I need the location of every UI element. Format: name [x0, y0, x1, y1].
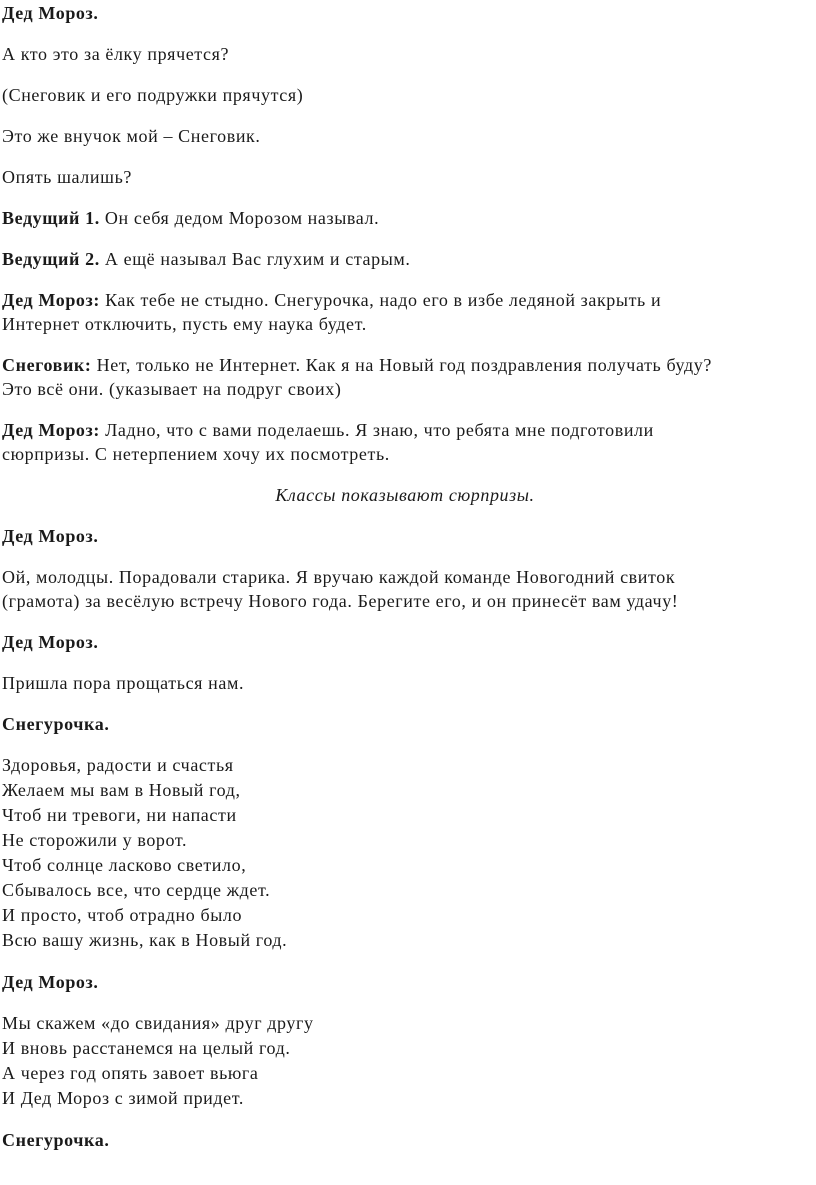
speaker-ded-moroz: Дед Мороз:	[2, 290, 100, 310]
verse-line: Здоровья, радости и счастья	[2, 755, 234, 775]
speaker-snegurochka: Снегурочка.	[2, 1130, 110, 1150]
speaker-snegovik: Снеговик:	[2, 355, 92, 375]
document-page	[2, 0, 808, 1152]
verse-line: А через год опять завоет вьюга	[2, 1063, 259, 1083]
speaker-snegurochka: Снегурочка.	[2, 714, 110, 734]
speaker-ded-moroz: Дед Мороз.	[2, 632, 99, 652]
verse-line: Всю вашу жизнь, как в Новый год.	[2, 930, 288, 950]
replica-line: Опять шалишь?	[2, 167, 132, 187]
speaker-ded-moroz: Дед Мороз.	[2, 972, 99, 992]
replica-snegovik	[2, 353, 808, 401]
replica-text: сюрпризы. С нетерпением хочу их посмотреть.	[2, 444, 390, 464]
replica-vedushchiy-2	[2, 247, 808, 271]
replica-text: Ладно, что с вами поделаешь. Я знаю, что ребята мне подготовили	[105, 420, 654, 440]
replica-text: Он себя дедом Морозом называл.	[104, 208, 380, 228]
verse-line: Желаем мы вам в Новый год,	[2, 780, 241, 800]
verse-line: Чтоб солнце ласково светило,	[2, 855, 247, 875]
verse-line: И вновь расстанемся на целый год.	[2, 1038, 291, 1058]
replica-text: Ой, молодцы. Порадовали старика. Я вручаю каждой команде Новогодний свиток	[2, 567, 676, 587]
verse-line: Сбывалось все, что сердце ждет.	[2, 880, 271, 900]
verse-ded-moroz	[2, 1011, 808, 1111]
replica-text: (грамота) за весёлую встречу Нового года. Берегите его, и он принесёт вам удачу!	[2, 591, 679, 611]
speaker-vedushchiy-1: Ведущий 1.	[2, 208, 100, 228]
verse-snegurochka	[2, 753, 808, 953]
replica-text: Интернет отключить, пусть ему наука будет.	[2, 314, 367, 334]
speaker-ded-moroz: Дед Мороз:	[2, 420, 100, 440]
verse-line: И просто, чтоб отрадно было	[2, 905, 243, 925]
replica-vedushchiy-1	[2, 206, 808, 230]
verse-line: Чтоб ни тревоги, ни напасти	[2, 805, 237, 825]
replica-text: Пришла пора прощаться нам.	[2, 673, 245, 693]
speaker-ded-moroz: Дед Мороз.	[2, 3, 99, 23]
replica-text: Это всё они. (указывает на подруг своих)	[2, 379, 342, 399]
speaker-vedushchiy-2: Ведущий 2.	[2, 249, 100, 269]
replica-ded-moroz-2	[2, 418, 808, 466]
replica-line: (Снеговик и его подружки прячутся)	[2, 85, 304, 105]
verse-line: Мы скажем «до свидания» друг другу	[2, 1013, 314, 1033]
replica-text: Нет, только не Интернет. Как я на Новый год поздравления получать буду?	[96, 355, 712, 375]
verse-line: Не сторожили у ворот.	[2, 830, 188, 850]
replica-text: Как тебе не стыдно. Снегурочка, надо его в избе ледяной закрыть и	[105, 290, 662, 310]
replica-line: А кто это за ёлку прячется?	[2, 44, 230, 64]
speaker-ded-moroz: Дед Мороз.	[2, 526, 99, 546]
replica-text: А ещё называл Вас глухим и старым.	[104, 249, 411, 269]
stage-direction: Классы показывают сюрпризы.	[275, 485, 535, 505]
replica-ded-moroz-1	[2, 288, 808, 336]
replica-ded-moroz-3	[2, 565, 808, 613]
verse-line: И Дед Мороз с зимой придет.	[2, 1088, 244, 1108]
replica-line: Это же внучок мой – Снеговик.	[2, 126, 261, 146]
